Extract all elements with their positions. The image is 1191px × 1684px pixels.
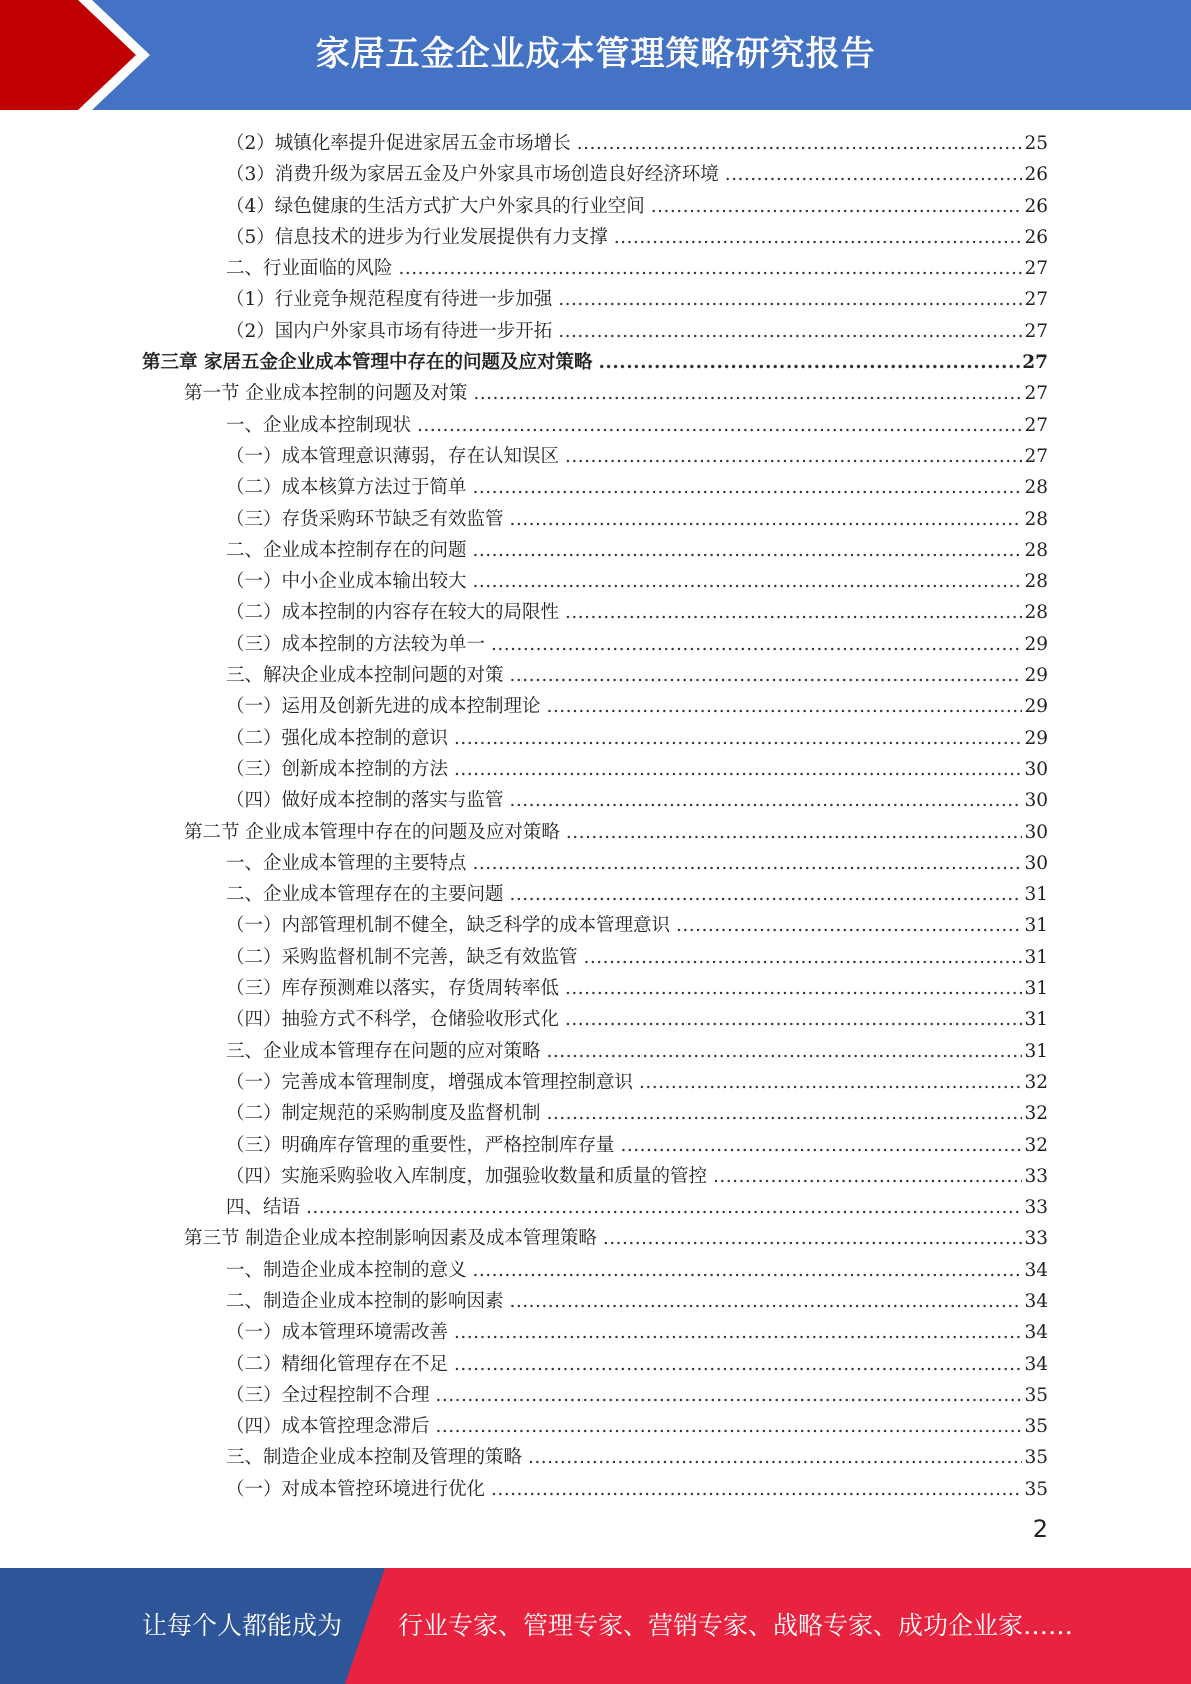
toc-dot-leader: [510, 504, 1023, 535]
toc-entry-page: 35: [1024, 1416, 1048, 1438]
toc-entry-page: 26: [1024, 164, 1048, 186]
toc-entry[interactable]: [0, 597, 1191, 628]
document-title: 家居五金企业成本管理策略研究报告: [315, 34, 876, 74]
toc-entry-page: 30: [1024, 852, 1048, 874]
toc-entry-page: 33: [1024, 1228, 1048, 1250]
toc-entry-title: 二、企业成本管理存在的主要问题: [226, 884, 504, 906]
toc-entry-page: 26: [1024, 195, 1048, 217]
toc-entry[interactable]: [0, 817, 1191, 848]
toc-entry-title: （三）明确库存管理的重要性，严格控制库存量: [226, 1134, 615, 1156]
toc-entry-title: 第一节 企业成本控制的问题及对策: [184, 383, 468, 405]
toc-entry-page: 34: [1024, 1259, 1048, 1281]
toc-dot-leader: [491, 629, 1022, 660]
toc-entry-title: （3）消费升级为家居五金及户外家具市场创造良好经济环境: [226, 164, 719, 186]
toc-entry-page: 28: [1024, 539, 1048, 561]
toc-entry-title: （1）行业竞争规范程度有待进一步加强: [226, 289, 553, 311]
toc-entry[interactable]: [0, 1442, 1191, 1473]
toc-entry[interactable]: [0, 1098, 1191, 1129]
toc-dot-leader: [454, 1349, 1022, 1380]
toc-entry-title: （一）中小企业成本输出较大: [226, 571, 467, 593]
toc-entry-title: （一）完善成本管理制度，增强成本管理控制意识: [226, 1071, 634, 1093]
toc-entry[interactable]: [0, 1317, 1191, 1348]
toc-dot-leader: [547, 691, 1023, 722]
toc-entry-page: 28: [1024, 571, 1048, 593]
toc-dot-leader: [713, 1161, 1022, 1192]
toc-dot-leader: [306, 1192, 1022, 1223]
toc-entry-title: （三）成本控制的方法较为单一: [226, 633, 486, 655]
toc-entry-page: 34: [1024, 1322, 1048, 1344]
toc-entry-title: （三）创新成本控制的方法: [226, 758, 449, 780]
red-arrow-decoration: [0, 0, 155, 110]
toc-dot-leader: [510, 879, 1023, 910]
footer-slogan-lead: 让每个人都能成为: [142, 1611, 343, 1640]
toc-entry-page: 27: [1024, 414, 1048, 436]
toc-dot-leader: [676, 910, 1022, 941]
page-footer: [0, 1568, 1191, 1684]
footer-slogan-tail: 行业专家、管理专家、营销专家、战略专家、成功企业家……: [398, 1611, 1074, 1640]
toc-entry-page: 30: [1024, 790, 1048, 812]
toc-dot-leader: [510, 785, 1023, 816]
toc-entry-title: （2）国内户外家具市场有待进一步开拓: [226, 320, 553, 342]
toc-dot-leader: [639, 1067, 1022, 1098]
toc-entry-title: （三）全过程控制不合理: [226, 1384, 430, 1406]
toc-dot-leader: [454, 723, 1022, 754]
toc-entry-title: （二）采购监督机制不完善，缺乏有效监管: [226, 946, 578, 968]
toc-dot-leader: [510, 660, 1023, 691]
toc-entry-title: （5）信息技术的进步为行业发展提供有力支撑: [226, 226, 608, 248]
toc-entry-title: 三、解决企业成本控制问题的对策: [226, 665, 504, 687]
toc-entry[interactable]: [0, 1067, 1191, 1098]
toc-entry-title: （二）制定规范的采购制度及监督机制: [226, 1103, 541, 1125]
toc-entry[interactable]: [0, 1380, 1191, 1411]
toc-entry-title: （一）成本管理环境需改善: [226, 1322, 449, 1344]
toc-entry-page: 25: [1024, 133, 1048, 154]
toc-entry-title: （四）抽验方式不科学，仓储验收形式化: [226, 1009, 560, 1031]
toc-dot-leader: [614, 222, 1023, 253]
toc-entry-title: 四、结语: [226, 1197, 301, 1219]
toc-entry-page: 31: [1024, 915, 1048, 937]
toc-entry-title: （二）成本核算方法过于简单: [226, 477, 467, 499]
toc-entry-page: 33: [1024, 1197, 1048, 1219]
toc-entry[interactable]: [0, 1036, 1191, 1067]
toc-dot-leader: [598, 347, 1020, 378]
toc-entry-title: （四）做好成本控制的落实与监管: [226, 790, 504, 812]
toc-entry-title: 一、制造企业成本控制的意义: [226, 1259, 467, 1281]
page-header: [0, 0, 1191, 110]
table-of-contents: [0, 128, 1191, 1505]
toc-entry[interactable]: [0, 316, 1191, 347]
toc-entry-page: 31: [1024, 884, 1048, 906]
toc-entry-page: 27: [1024, 320, 1048, 342]
toc-dot-leader: [621, 1130, 1023, 1161]
toc-dot-leader: [584, 942, 1023, 973]
toc-dot-leader: [473, 1255, 1023, 1286]
toc-entry-title: 一、企业成本管理的主要特点: [226, 852, 467, 874]
toc-dot-leader: [436, 1411, 1023, 1442]
toc-entry-page: 29: [1024, 727, 1048, 749]
toc-entry-page: 27: [1024, 258, 1048, 280]
toc-entry[interactable]: [0, 942, 1191, 973]
toc-entry-page: 34: [1024, 1290, 1048, 1312]
toc-entry[interactable]: [0, 253, 1191, 284]
toc-entry[interactable]: [0, 973, 1191, 1004]
toc-entry[interactable]: [0, 1349, 1191, 1380]
toc-entry[interactable]: [0, 222, 1191, 253]
toc-entry[interactable]: [0, 1223, 1191, 1254]
toc-entry[interactable]: [0, 378, 1191, 409]
toc-dot-leader: [417, 410, 1022, 441]
toc-entry[interactable]: [0, 1192, 1191, 1223]
toc-entry-page: 27: [1024, 445, 1048, 467]
toc-dot-leader: [510, 1286, 1023, 1317]
toc-entry[interactable]: [0, 879, 1191, 910]
toc-entry[interactable]: [0, 566, 1191, 597]
toc-entry-page: 35: [1024, 1478, 1048, 1500]
toc-entry-title: （四）成本管控理念滞后: [226, 1416, 430, 1438]
toc-entry-page: 28: [1024, 477, 1048, 499]
toc-entry-page: 29: [1024, 665, 1048, 687]
toc-dot-leader: [565, 1004, 1022, 1035]
toc-entry[interactable]: [0, 660, 1191, 691]
toc-entry[interactable]: [0, 754, 1191, 785]
toc-entry-page: 27: [1024, 289, 1048, 311]
toc-dot-leader: [565, 597, 1022, 628]
toc-dot-leader: [473, 566, 1023, 597]
toc-entry[interactable]: [0, 1161, 1191, 1192]
toc-entry[interactable]: [0, 1004, 1191, 1035]
toc-entry[interactable]: [0, 723, 1191, 754]
toc-entry-page: 32: [1024, 1134, 1048, 1156]
toc-entry[interactable]: [0, 535, 1191, 566]
toc-entry-title: （一）运用及创新先进的成本控制理论: [226, 696, 541, 718]
toc-entry-page: 34: [1024, 1353, 1048, 1375]
toc-entry-title: 第三章 家居五金企业成本管理中存在的问题及应对策略: [142, 352, 593, 374]
toc-entry[interactable]: [0, 1411, 1191, 1442]
toc-entry-title: （二）精细化管理存在不足: [226, 1353, 449, 1375]
toc-entry-page: 31: [1024, 946, 1048, 968]
toc-entry-title: （一）成本管理意识薄弱，存在认知误区: [226, 445, 560, 467]
toc-entry-title: （三）库存预测难以落实，存货周转率低: [226, 978, 560, 1000]
toc-dot-leader: [566, 817, 1023, 848]
toc-entry-title: 一、企业成本控制现状: [226, 414, 412, 436]
toc-entry-page: 33: [1024, 1165, 1048, 1187]
toc-dot-leader: [473, 535, 1023, 566]
toc-entry-title: 第二节 企业成本管理中存在的问题及应对策略: [184, 821, 560, 843]
toc-entry-page: 35: [1024, 1384, 1048, 1406]
toc-dot-leader: [558, 284, 1022, 315]
toc-entry-page: 35: [1024, 1447, 1048, 1469]
toc-entry-title: （二）成本控制的内容存在较大的局限性: [226, 602, 560, 624]
toc-dot-leader: [558, 316, 1022, 347]
toc-entry[interactable]: [0, 848, 1191, 879]
toc-dot-leader: [725, 159, 1023, 190]
toc-entry-page: 26: [1024, 226, 1048, 248]
toc-entry-title: （2）城镇化率提升促进家居五金市场增长: [226, 133, 571, 154]
toc-entry-page: 31: [1024, 978, 1048, 1000]
toc-entry-page: 31: [1024, 1009, 1048, 1031]
toc-entry-page: 27: [1022, 352, 1048, 374]
toc-entry-title: （二）强化成本控制的意识: [226, 727, 449, 749]
toc-entry-title: 三、制造企业成本控制及管理的策略: [226, 1447, 523, 1469]
toc-entry-page: 30: [1024, 821, 1048, 843]
toc-entry-page: 30: [1024, 758, 1048, 780]
toc-entry-title: （一）内部管理机制不健全，缺乏科学的成本管理意识: [226, 915, 671, 937]
toc-entry[interactable]: [0, 159, 1191, 190]
toc-entry[interactable]: [0, 1286, 1191, 1317]
toc-entry[interactable]: [0, 410, 1191, 441]
toc-entry[interactable]: [0, 472, 1191, 503]
toc-dot-leader: [454, 754, 1022, 785]
toc-dot-leader: [473, 848, 1023, 879]
toc-dot-leader: [565, 441, 1022, 472]
toc-dot-leader: [473, 378, 1022, 409]
toc-entry-title: 三、企业成本管理存在问题的应对策略: [226, 1040, 541, 1062]
toc-entry[interactable]: [0, 191, 1191, 222]
toc-entry-title: 二、制造企业成本控制的影响因素: [226, 1290, 504, 1312]
toc-entry[interactable]: [0, 1255, 1191, 1286]
toc-entry-title: （四）实施采购验收入库制度，加强验收数量和质量的管控: [226, 1165, 708, 1187]
toc-entry[interactable]: [0, 629, 1191, 660]
toc-entry-page: 29: [1024, 633, 1048, 655]
toc-entry-page: 29: [1024, 696, 1048, 718]
toc-dot-leader: [454, 1317, 1022, 1348]
toc-entry[interactable]: [0, 785, 1191, 816]
toc-dot-leader: [547, 1036, 1023, 1067]
toc-entry-title: （三）存货采购环节缺乏有效监管: [226, 508, 504, 530]
toc-entry[interactable]: [0, 347, 1191, 378]
toc-dot-leader: [547, 1098, 1023, 1129]
toc-entry-title: 二、行业面临的风险: [226, 258, 393, 280]
toc-dot-leader: [436, 1380, 1023, 1411]
toc-entry-page: 27: [1024, 383, 1048, 405]
toc-entry-title: （一）对成本管控环境进行优化: [226, 1478, 486, 1500]
toc-dot-leader: [528, 1442, 1022, 1473]
toc-entry[interactable]: [0, 691, 1191, 722]
toc-dot-leader: [565, 973, 1022, 1004]
toc-dot-leader: [577, 128, 1023, 159]
toc-entry-page: 31: [1024, 1040, 1048, 1062]
toc-entry-page: 28: [1024, 508, 1048, 530]
toc-entry-page: 32: [1024, 1071, 1048, 1093]
toc-entry[interactable]: [0, 504, 1191, 535]
toc-entry[interactable]: [0, 128, 1191, 159]
toc-entry[interactable]: [0, 910, 1191, 941]
toc-entry[interactable]: [0, 284, 1191, 315]
toc-entry-title: 第三节 制造企业成本控制影响因素及成本管理策略: [184, 1228, 597, 1250]
toc-entry-title: 二、企业成本控制存在的问题: [226, 539, 467, 561]
toc-dot-leader: [651, 191, 1023, 222]
toc-dot-leader: [603, 1223, 1023, 1254]
toc-entry-page: 32: [1024, 1103, 1048, 1125]
toc-dot-leader: [399, 253, 1023, 284]
toc-entry[interactable]: [0, 441, 1191, 472]
toc-entry[interactable]: [0, 1474, 1191, 1505]
toc-entry-title: （4）绿色健康的生活方式扩大户外家具的行业空间: [226, 195, 645, 217]
toc-dot-leader: [491, 1474, 1022, 1505]
toc-dot-leader: [473, 472, 1023, 503]
toc-entry-page: 28: [1024, 602, 1048, 624]
page-number: 2: [1032, 1515, 1048, 1543]
toc-entry[interactable]: [0, 1130, 1191, 1161]
